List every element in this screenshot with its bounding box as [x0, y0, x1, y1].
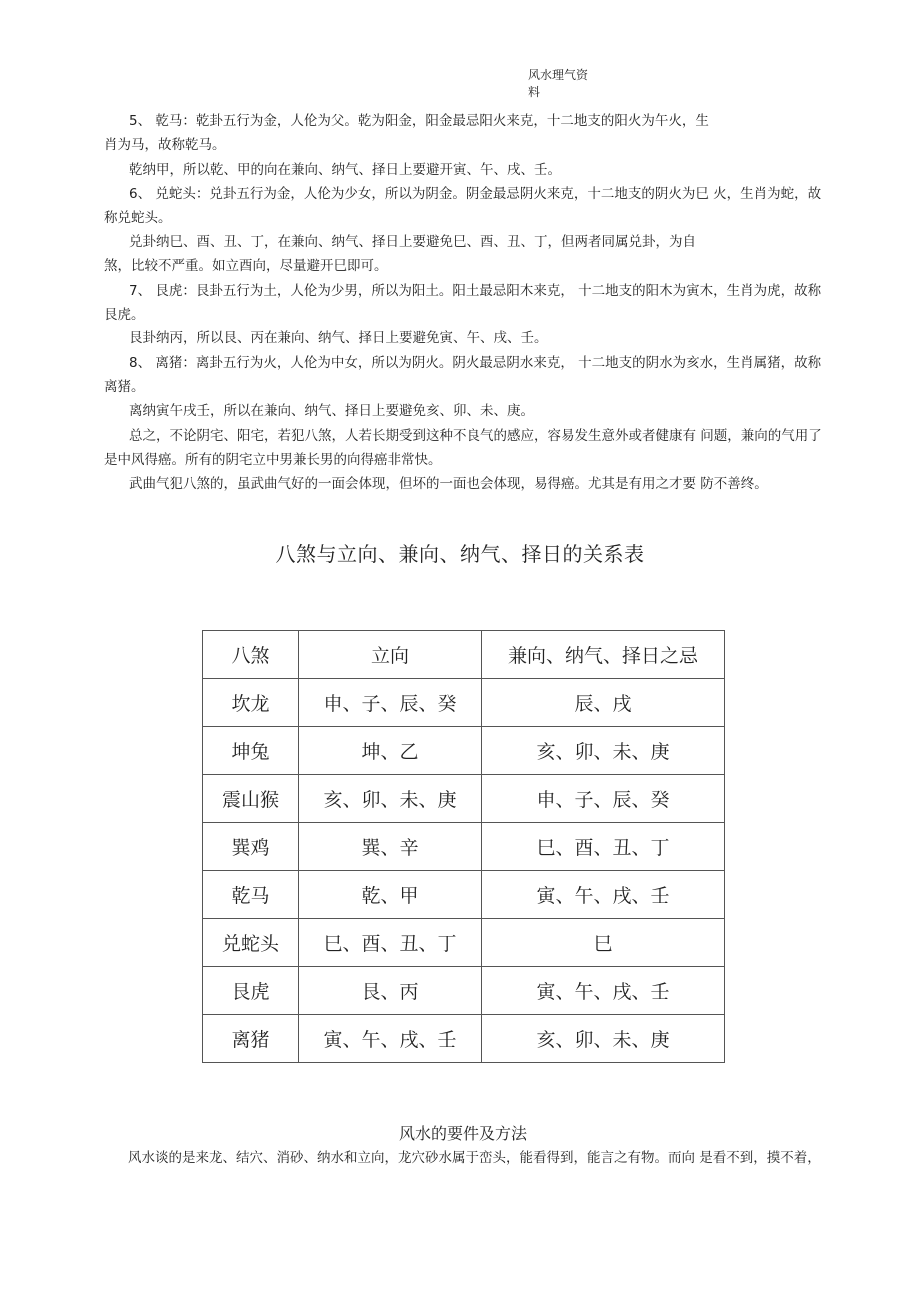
paragraph-wuqu — [104, 472, 826, 496]
paragraph-dui-she-tou — [104, 182, 826, 230]
paragraph-dui-na — [104, 230, 826, 278]
paragraph-line: 5、 乾马：乾卦五行为金，人伦为父。乾为阳金，阳金最忌阳火来克，十二地支的阳火为午火，生 — [129, 113, 709, 129]
paragraph-line: 武曲气犯八煞的，虽武曲气好的一面会体现，但坏的一面也会体现，易得癌。尤其是有用之才要 防不善终。 — [129, 476, 768, 492]
paragraph-line: 乾纳甲，所以乾、甲的向在兼向、纳气、择日上要避开寅、午、戌、壬。 — [129, 162, 561, 178]
paragraph-line: 7、 艮虎：艮卦五行为土，人伦为少男，所以为阳土。阳土最忌阳木来克， 十二地支的阳木为寅木，生肖为虎，故称 — [129, 283, 822, 299]
table-cell: 寅、午、戌、壬 — [299, 1015, 482, 1063]
paragraph-qian-na-jia — [104, 158, 826, 182]
table-header-cell: 兼向、纳气、择日之忌 — [482, 631, 725, 679]
paragraph-line: 称兑蛇头。 — [104, 210, 172, 226]
table-cell: 申、子、辰、癸 — [299, 679, 482, 727]
table-row — [203, 679, 725, 727]
table-cell: 巳、酉、丑、丁 — [482, 823, 725, 871]
header-line-1: 风水理气资 — [528, 68, 589, 82]
paragraph-line: 8、 离猪：离卦五行为火，人伦为中女，所以为阴火。阴火最忌阴水来克， 十二地支的阴水为亥水，生肖属猪，故称 — [129, 355, 822, 371]
header-line-2: 料 — [528, 85, 541, 99]
table-cell: 巳 — [482, 919, 725, 967]
table-cell: 亥、卯、未、庚 — [482, 1015, 725, 1063]
table-cell: 离猪 — [203, 1015, 299, 1063]
paragraph-line: 总之，不论阴宅、阳宅，若犯八煞，人若长期受到这种不良气的感应，容易发生意外或者健康有 问题，兼向的气用了 — [129, 428, 822, 444]
table-row — [203, 1015, 725, 1063]
paragraph-line: 艮卦纳丙，所以艮、丙在兼向、纳气、择日上要避免寅、午、戌、壬。 — [129, 330, 548, 346]
section-paragraph: 风水谈的是来龙、结穴、消砂、纳水和立向，龙穴砂水属于峦头，能看得到，能言之有物。而向 是看不到，摸不着， — [128, 1150, 821, 1166]
table-cell: 寅、午、戌、壬 — [482, 967, 725, 1015]
table-cell: 兑蛇头 — [203, 919, 299, 967]
table-cell: 巽、辛 — [299, 823, 482, 871]
table-header-row — [203, 631, 725, 679]
paragraph-li-zhu — [104, 351, 826, 399]
bagua-relation-table — [202, 630, 725, 1063]
paragraph-line: 离纳寅午戌壬，所以在兼向、纳气、择日上要避免亥、卯、未、庚。 — [129, 403, 534, 419]
table-row — [203, 775, 725, 823]
table-cell: 艮、丙 — [299, 967, 482, 1015]
paragraph-line: 6、 兑蛇头：兑卦五行为金，人伦为少女，所以为阴金。阴金最忌阴火来克，十二地支的阴火为巳 火，生肖为蛇，故 — [129, 186, 822, 202]
table-cell: 坤兔 — [203, 727, 299, 775]
table-cell: 震山猴 — [203, 775, 299, 823]
table-row — [203, 727, 725, 775]
table-row — [203, 871, 725, 919]
section-title: 风水的要件及方法 — [398, 1124, 527, 1143]
table-cell: 乾马 — [203, 871, 299, 919]
paragraph-gen-hu — [104, 279, 826, 327]
table-header-cell: 八煞 — [203, 631, 299, 679]
table-header-cell: 立向 — [299, 631, 482, 679]
table-cell: 巳、酉、丑、丁 — [299, 919, 482, 967]
table-row — [203, 967, 725, 1015]
table-cell: 辰、戌 — [482, 679, 725, 727]
table-cell: 坤、乙 — [299, 727, 482, 775]
paragraph-summary — [104, 424, 826, 472]
paragraph-gen-na-bing — [104, 326, 826, 350]
table-row — [203, 823, 725, 871]
table-cell: 坎龙 — [203, 679, 299, 727]
table-cell: 巽鸡 — [203, 823, 299, 871]
table-title: 八煞与立向、兼向、纳气、择日的关系表 — [275, 542, 645, 566]
table-cell: 亥、卯、未、庚 — [299, 775, 482, 823]
paragraph-line: 离猪。 — [104, 379, 145, 395]
paragraph-line: 艮虎。 — [104, 307, 145, 323]
paragraph-line: 兑卦纳巳、酉、丑、丁，在兼向、纳气、择日上要避免巳、酉、丑、丁，但两者同属兑卦，为自 — [129, 234, 696, 250]
paragraph-line: 是中风得癌。所有的阴宅立中男兼长男的向得癌非常快。 — [104, 452, 442, 468]
paragraph-line: 肖为马，故称乾马。 — [104, 137, 226, 153]
table-cell: 寅、午、戌、壬 — [482, 871, 725, 919]
page-header — [528, 67, 608, 101]
table-cell: 乾、甲 — [299, 871, 482, 919]
table-cell: 艮虎 — [203, 967, 299, 1015]
paragraph-line: 煞，比较不严重。如立酉向，尽量避开巳即可。 — [104, 258, 388, 274]
paragraph-qian-ma — [104, 109, 826, 157]
paragraph-li-na — [104, 399, 826, 423]
table-cell: 亥、卯、未、庚 — [482, 727, 725, 775]
table-cell: 申、子、辰、癸 — [482, 775, 725, 823]
table-row — [203, 919, 725, 967]
